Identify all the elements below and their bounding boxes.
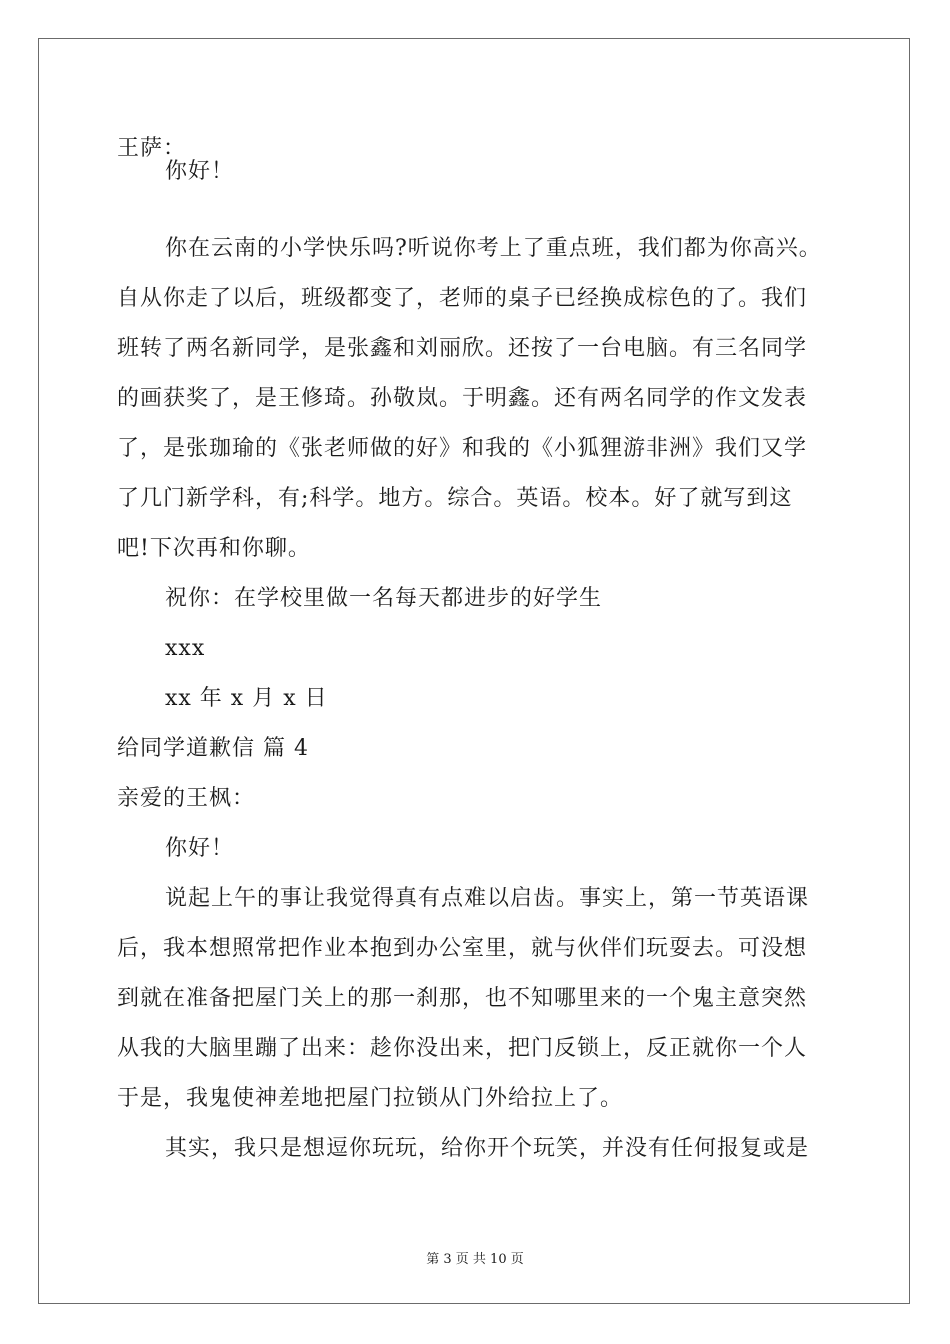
greeting: 你好！ — [165, 836, 235, 861]
paragraph-line: 吧!下次再和你聊。 — [117, 536, 311, 561]
paragraph-line: 的画获奖了，是王修琦。孙敬岚。于明鑫。还有两名同学的作文发表 — [117, 386, 808, 411]
paragraph-line: 于是，我鬼使神差地把屋门拉锁从门外给拉上了。 — [117, 1086, 624, 1111]
date: xx 年 x 月 x 日 — [165, 686, 328, 711]
paragraph-line: 了几门新学科，有;科学。地方。综合。英语。校本。好了就写到这 — [117, 486, 793, 511]
paragraph-line: 其实，我只是想逗你玩玩，给你开个玩笑，并没有任何报复或是 — [165, 1136, 810, 1161]
signature: xxx — [165, 636, 206, 661]
paragraph-line: 说起上午的事让我觉得真有点难以启齿。事实上，第一节英语课 — [165, 886, 810, 911]
greeting: 你好！ — [165, 159, 235, 184]
salutation: 王萨： — [117, 136, 187, 161]
paragraph-line: 你在云南的小学快乐吗?听说你考上了重点班，我们都为你高兴。 — [165, 236, 822, 261]
paragraph-line: 到就在准备把屋门关上的那一刹那，也不知哪里来的一个鬼主意突然 — [117, 986, 808, 1011]
paragraph-line: 后，我本想照常把作业本抱到办公室里，就与伙伴们玩耍去。可没想 — [117, 936, 808, 961]
page-border — [38, 38, 910, 1304]
paragraph-line: 从我的大脑里蹦了出来：趁你没出来，把门反锁上，反正就你一个人 — [117, 1036, 808, 1061]
closing-wish: 祝你：在学校里做一名每天都进步的好学生 — [165, 586, 603, 611]
paragraph-line: 自从你走了以后，班级都变了，老师的桌子已经换成棕色的了。我们 — [117, 286, 808, 311]
salutation: 亲爱的王枫： — [117, 786, 256, 811]
section-heading: 给同学道歉信 篇 4 — [117, 736, 309, 761]
paragraph-line: 班转了两名新同学，是张鑫和刘丽欣。还按了一台电脑。有三名同学 — [117, 336, 808, 361]
page-number-footer: 第 3 页 共 10 页 — [426, 1252, 524, 1267]
paragraph-line: 了，是张珈瑜的《张老师做的好》和我的《小狐狸游非洲》我们又学 — [117, 436, 808, 461]
